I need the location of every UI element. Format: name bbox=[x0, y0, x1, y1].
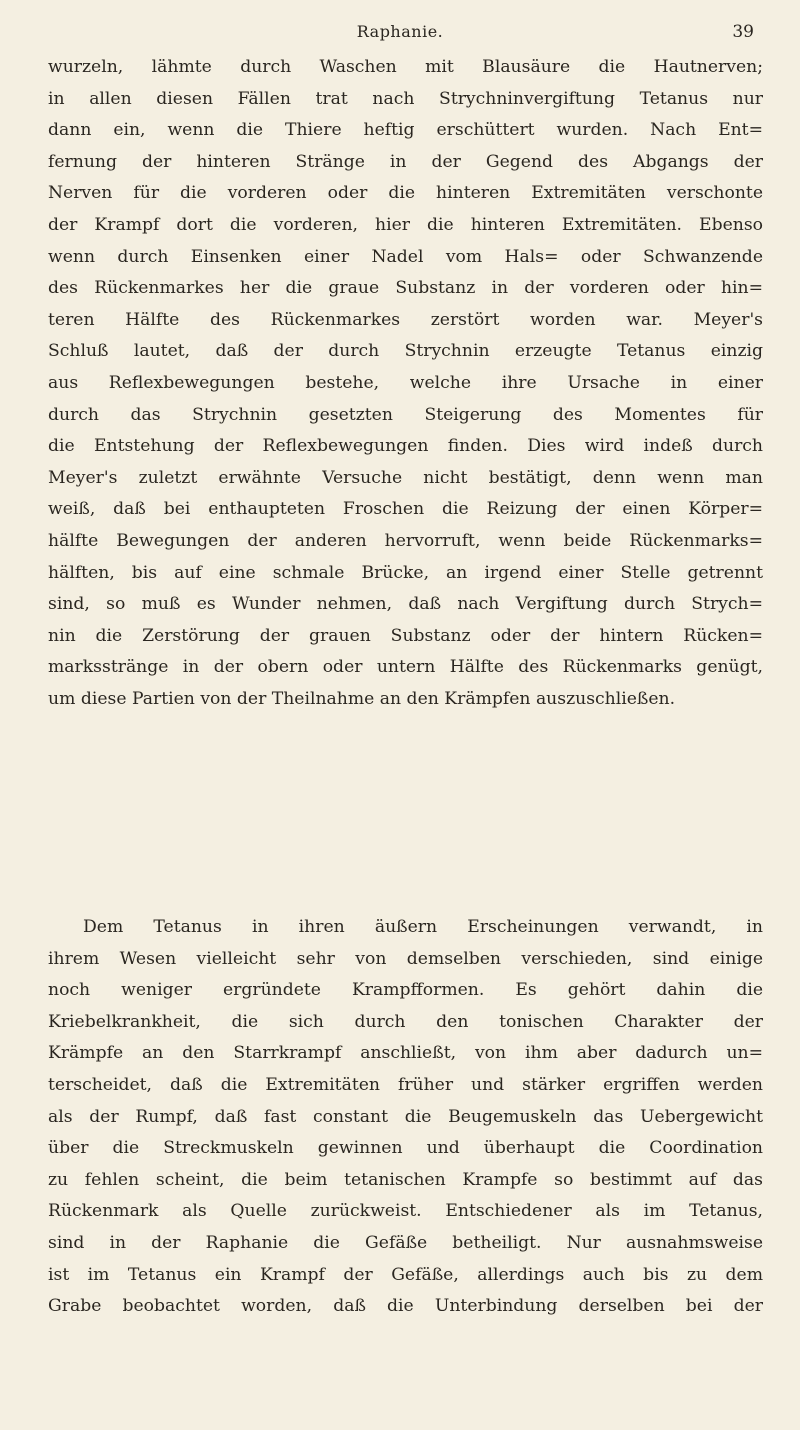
text-line: Rückenmark als Quelle zurückweist. Entschiedener als im Tetanus, bbox=[48, 1201, 763, 1222]
text-line: ihrem Wesen vielleicht sehr von demselben verschieden, sind einige bbox=[48, 948, 763, 969]
text-line: wurzeln, lähmte durch Waschen mit Blausäure die Hautnerven; bbox=[48, 57, 763, 77]
text-line: Dem Tetanus in ihren äußern Erscheinungen verwandt, in bbox=[83, 917, 763, 937]
text-line: um diese Partien von der Theilnahme an den Krämpfen auszuschließen. bbox=[48, 688, 676, 709]
paragraph-2 bbox=[48, 912, 763, 1323]
text-line: die Entstehung der Reflexbewegungen finden. Dies wird indeß durch bbox=[48, 436, 763, 457]
text-line: Krämpfe an den Starrkrampf anschließt, von ihm aber dadurch un= bbox=[48, 1043, 763, 1064]
text-line: aus Reflexbewegungen bestehe, welche ihre Ursache in einer bbox=[48, 372, 763, 393]
text-line: Nerven für die vorderen oder die hinteren Extremitäten verschonte bbox=[48, 183, 763, 204]
text-line: der Krampf dort die vorderen, hier die hinteren Extremitäten. Ebenso bbox=[48, 214, 763, 235]
text-line: Meyer's zuletzt erwähnte Versuche nicht bestätigt, denn wenn man bbox=[48, 467, 763, 488]
text-line: Grabe beobachtet worden, daß die Unterbindung derselben bei der bbox=[48, 1296, 763, 1317]
text-line: noch weniger ergründete Krampfformen. Es gehört dahin die bbox=[48, 980, 763, 1001]
text-line: als der Rumpf, daß fast constant die Beugemuskeln das Uebergewicht bbox=[48, 1106, 763, 1127]
text-line: nin die Zerstörung der grauen Substanz oder der hintern Rücken= bbox=[48, 625, 763, 646]
text-line: Kriebelkrankheit, die sich durch den tonischen Charakter der bbox=[48, 1011, 763, 1032]
text-line: marksstränge in der obern oder untern Hälfte des Rückenmarks genügt, bbox=[48, 657, 763, 678]
paragraph-1 bbox=[48, 52, 763, 715]
text-line: sind in der Raphanie die Gefäße betheiligt. Nur ausnahmsweise bbox=[48, 1232, 763, 1253]
text-line: hälfte Bewegungen der anderen hervorruft, wenn beide Rückenmarks= bbox=[48, 530, 763, 551]
text-line: des Rückenmarkes her die graue Substanz in der vorderen oder hin= bbox=[48, 278, 763, 299]
running-title: Raphanie. bbox=[356, 22, 444, 41]
text-line: durch das Strychnin gesetzten Steigerung des Momentes für bbox=[48, 404, 763, 425]
text-line: zu fehlen scheint, die beim tetanischen Krampfe so bestimmt auf das bbox=[48, 1169, 763, 1190]
text-line: hälften, bis auf eine schmale Brücke, an irgend einer Stelle getrennt bbox=[48, 562, 763, 583]
text-line: in allen diesen Fällen trat nach Strychninvergiftung Tetanus nur bbox=[48, 88, 763, 109]
text-line: weiß, daß bei enthaupteten Froschen die Reizung der einen Körper= bbox=[48, 499, 763, 520]
text-line: sind, so muß es Wunder nehmen, daß nach Vergiftung durch Strych= bbox=[48, 594, 763, 615]
text-line: teren Hälfte des Rückenmarkes zerstört worden war. Meyer's bbox=[48, 309, 763, 330]
text-line: fernung der hinteren Stränge in der Gegend des Abgangs der bbox=[48, 151, 763, 172]
text-line: terscheidet, daß die Extremitäten früher und stärker ergriffen werden bbox=[48, 1074, 763, 1095]
page-number: 39 bbox=[732, 22, 754, 42]
text-line: ist im Tetanus ein Krampf der Gefäße, allerdings auch bis zu dem bbox=[48, 1264, 763, 1285]
text-line: wenn durch Einsenken einer Nadel vom Hals= oder Schwanzende bbox=[48, 246, 763, 267]
text-line: dann ein, wenn die Thiere heftig erschüttert wurden. Nach Ent= bbox=[48, 120, 763, 141]
text-line: Schluß lautet, daß der durch Strychnin erzeugte Tetanus einzig bbox=[48, 341, 763, 362]
text-line: über die Streckmuskeln gewinnen und überhaupt die Coordination bbox=[48, 1138, 763, 1159]
